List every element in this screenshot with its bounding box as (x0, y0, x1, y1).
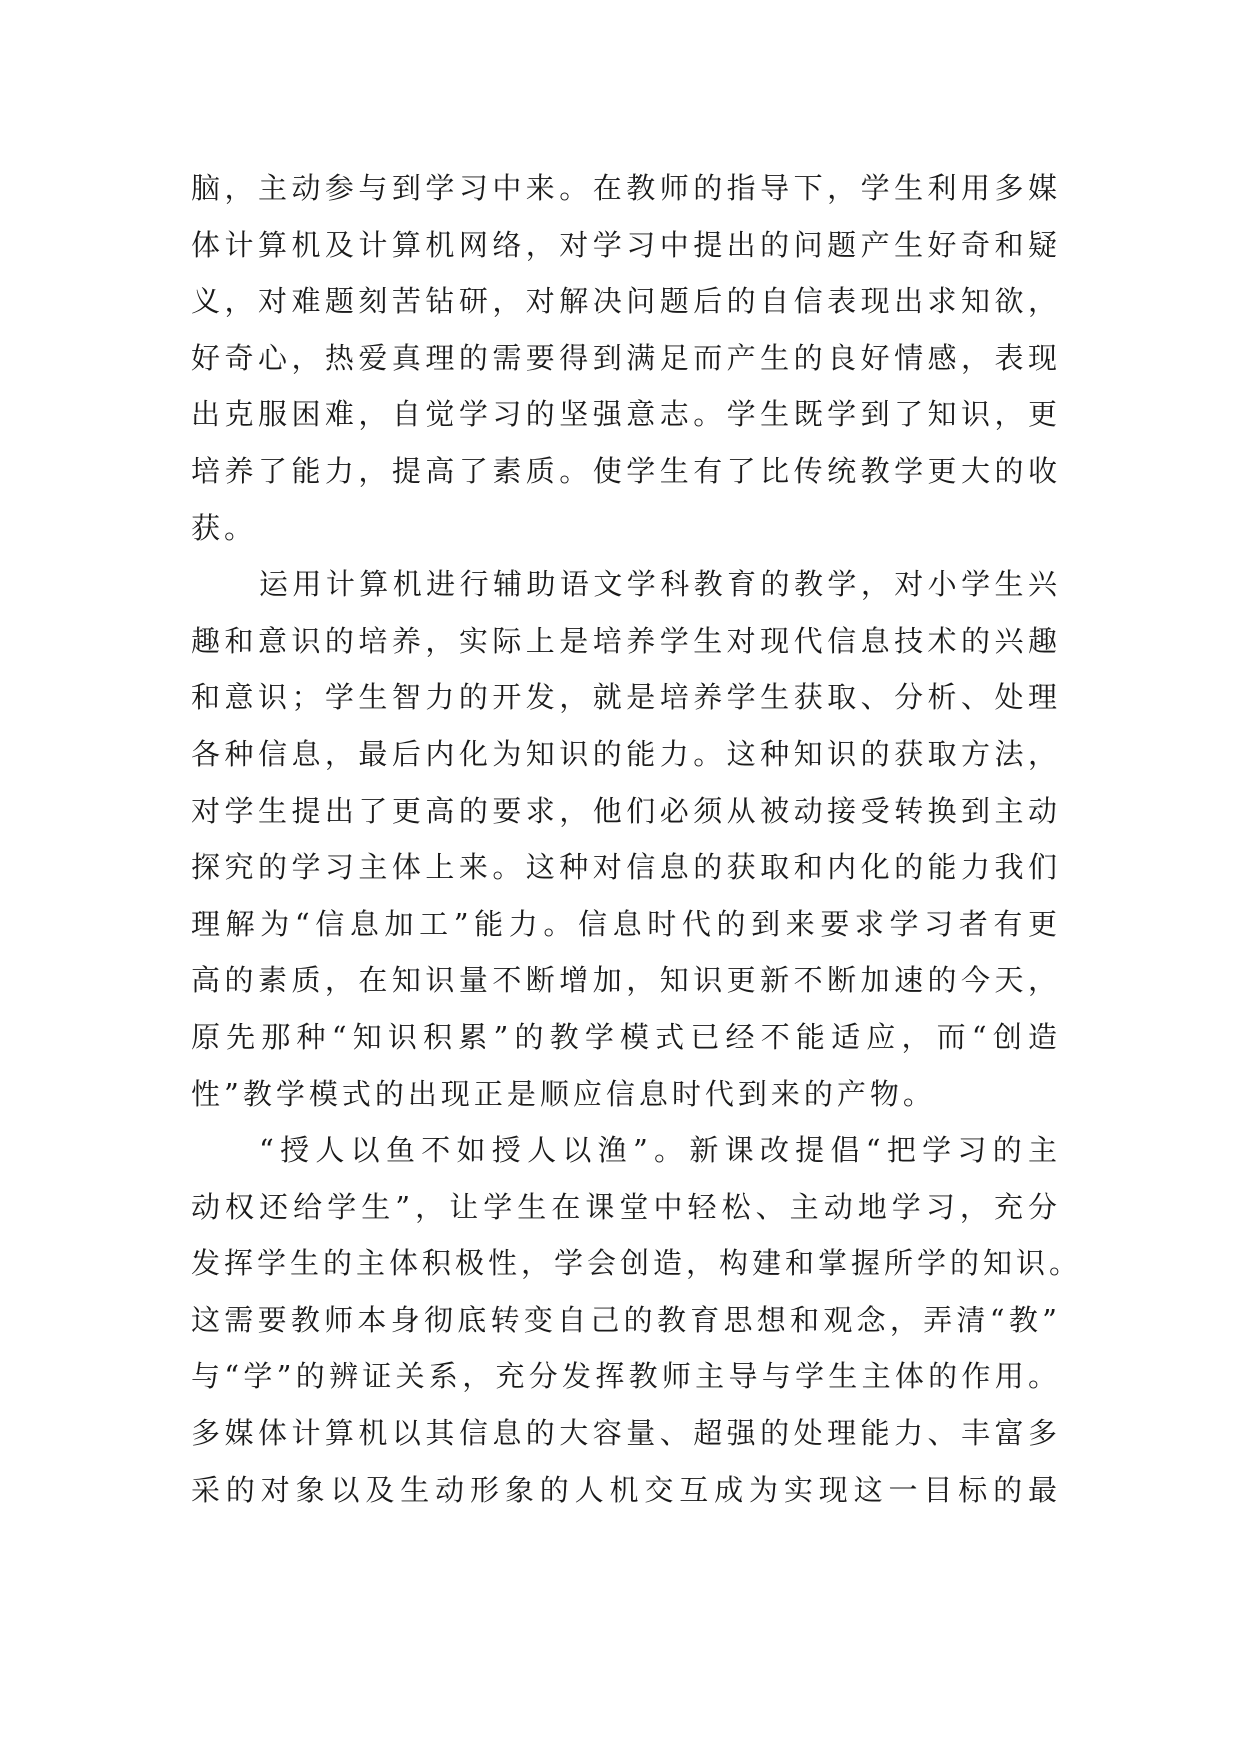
text-line: 运用计算机进行辅助语文学科教育的教学，对小学生兴 (259, 567, 1061, 602)
text-line: 与“学”的辨证关系，充分发挥教师主导与学生主体的作用。 (191, 1359, 1061, 1394)
text-line: 义，对难题刻苦钻研，对解决问题后的自信表现出求知欲， (191, 284, 1061, 319)
text-line: 培养了能力，提高了素质。使学生有了比传统教学更大的收 (191, 453, 1061, 488)
text-line: 和意识；学生智力的开发，就是培养学生获取、分析、处理 (191, 680, 1061, 715)
text-line: 出克服困难，自觉学习的坚强意志。学生既学到了知识，更 (191, 397, 1061, 432)
text-line: “授人以鱼不如授人以渔”。新课改提倡“把学习的主 (259, 1133, 1061, 1168)
text-line: 获。 (191, 510, 258, 545)
text-line: 高的素质，在知识量不断增加，知识更新不断加速的今天， (191, 963, 1061, 998)
text-line: 理解为“信息加工”能力。信息时代的到来要求学习者有更 (191, 906, 1061, 941)
text-line: 各种信息，最后内化为知识的能力。这种知识的获取方法， (191, 736, 1061, 771)
text-line: 探究的学习主体上来。这种对信息的获取和内化的能力我们 (191, 850, 1061, 885)
text-line: 采的对象以及生动形象的人机交互成为实现这一目标的最 (191, 1472, 1061, 1507)
text-line: 多媒体计算机以其信息的大容量、超强的处理能力、丰富多 (191, 1416, 1061, 1451)
text-line: 趣和意识的培养，实际上是培养学生对现代信息技术的兴趣 (191, 623, 1061, 658)
text-line: 这需要教师本身彻底转变自己的教育思想和观念，弄清“教” (191, 1302, 1061, 1337)
text-line: 脑，主动参与到学习中来。在教师的指导下，学生利用多媒 (191, 171, 1061, 205)
body-text (191, 160, 1083, 1518)
text-line: 发挥学生的主体积极性，学会创造，构建和掌握所学的知识。 (191, 1246, 1083, 1281)
text-line: 体计算机及计算机网络，对学习中提出的问题产生好奇和疑 (191, 227, 1061, 262)
text-line: 动权还给学生”，让学生在课堂中轻松、主动地学习，充分 (191, 1189, 1061, 1224)
text-line: 性”教学模式的出现正是顺应信息时代到来的产物。 (191, 1076, 936, 1111)
text-line: 好奇心，热爱真理的需要得到满足而产生的良好情感，表现 (191, 340, 1061, 375)
text-line: 对学生提出了更高的要求，他们必须从被动接受转换到主动 (191, 793, 1061, 828)
text-line: 原先那种“知识积累”的教学模式已经不能适应，而“创造 (191, 1019, 1061, 1054)
